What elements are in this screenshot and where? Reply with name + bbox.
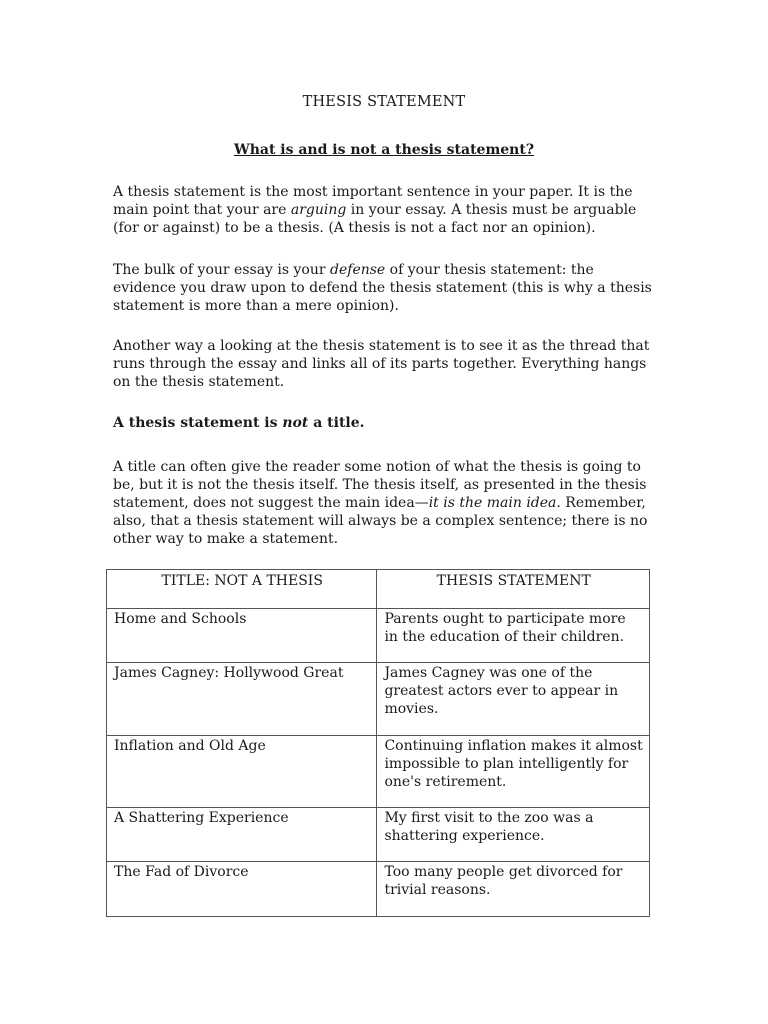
paragraph-title-vs-thesis [113, 458, 653, 548]
header-thesis-column: THESIS STATEMENT [377, 570, 650, 609]
paragraph-text: A thesis statement is the most important sentence in your paper. It is the main point that your are [113, 184, 633, 218]
paragraph-text: . Remember, also, that a thesis statement will always be a complex sentence; there is no other way to make a statement. [113, 495, 648, 547]
table-header-row [107, 570, 650, 609]
table-row [107, 736, 650, 808]
title-cell: James Cagney: Hollywood Great [107, 663, 377, 736]
paragraph-intro [113, 183, 653, 237]
paragraph-text: A title can often give the reader some notion of what the thesis is going to be, but it is not the thesis itself. The thesis itself, as presented in the thesis statement, does not suggest the main idea— [113, 459, 647, 511]
thesis-cell: Parents ought to participate more in the education of their children. [377, 609, 650, 663]
table-row [107, 663, 650, 736]
title-cell: Inflation and Old Age [107, 736, 377, 808]
emphasis-text: not [282, 415, 309, 431]
thesis-cell: My first visit to the zoo was a shattering experience. [377, 808, 650, 862]
section-heading [113, 414, 653, 432]
table-row [107, 862, 650, 917]
paragraph-text: of your thesis statement: the evidence you draw upon to defend the thesis statement (this is why a thesis statement is more than a mere opinion). [113, 262, 652, 314]
heading-text: a title. [308, 415, 365, 431]
thesis-cell: James Cagney was one of the greatest actors ever to appear in movies. [377, 663, 650, 736]
examples-table [106, 569, 650, 917]
emphasis-text: defense [330, 262, 386, 278]
paragraph-defense [113, 261, 653, 315]
header-title-column: TITLE: NOT A THESIS [107, 570, 377, 609]
table-row [107, 808, 650, 862]
thesis-cell: Continuing inflation makes it almost impossible to plan intelligently for one's retirement. [377, 736, 650, 808]
page-title: THESIS STATEMENT [302, 94, 466, 110]
section-subtitle: What is and is not a thesis statement? [233, 142, 535, 158]
title-cell: A Shattering Experience [107, 808, 377, 862]
paragraph-thread: Another way a looking at the thesis statement is to see it as the thread that runs through the essay and links all of its parts together. Everything hangs on the thesis statement. [113, 338, 650, 390]
thesis-cell: Too many people get divorced for trivial reasons. [377, 862, 650, 917]
title-cell: Home and Schools [107, 609, 377, 663]
table-row [107, 609, 650, 663]
paragraph-text: The bulk of your essay is your [113, 262, 331, 278]
paragraph-text: in your essay. A thesis must be arguable (for or against) to be a thesis. (A thesis is not a fact nor an opinion). [113, 202, 637, 236]
heading-text: A thesis statement is [113, 415, 283, 431]
title-cell: The Fad of Divorce [107, 862, 377, 917]
emphasis-text: it is the main idea [428, 495, 557, 511]
emphasis-text: arguing [290, 202, 347, 218]
